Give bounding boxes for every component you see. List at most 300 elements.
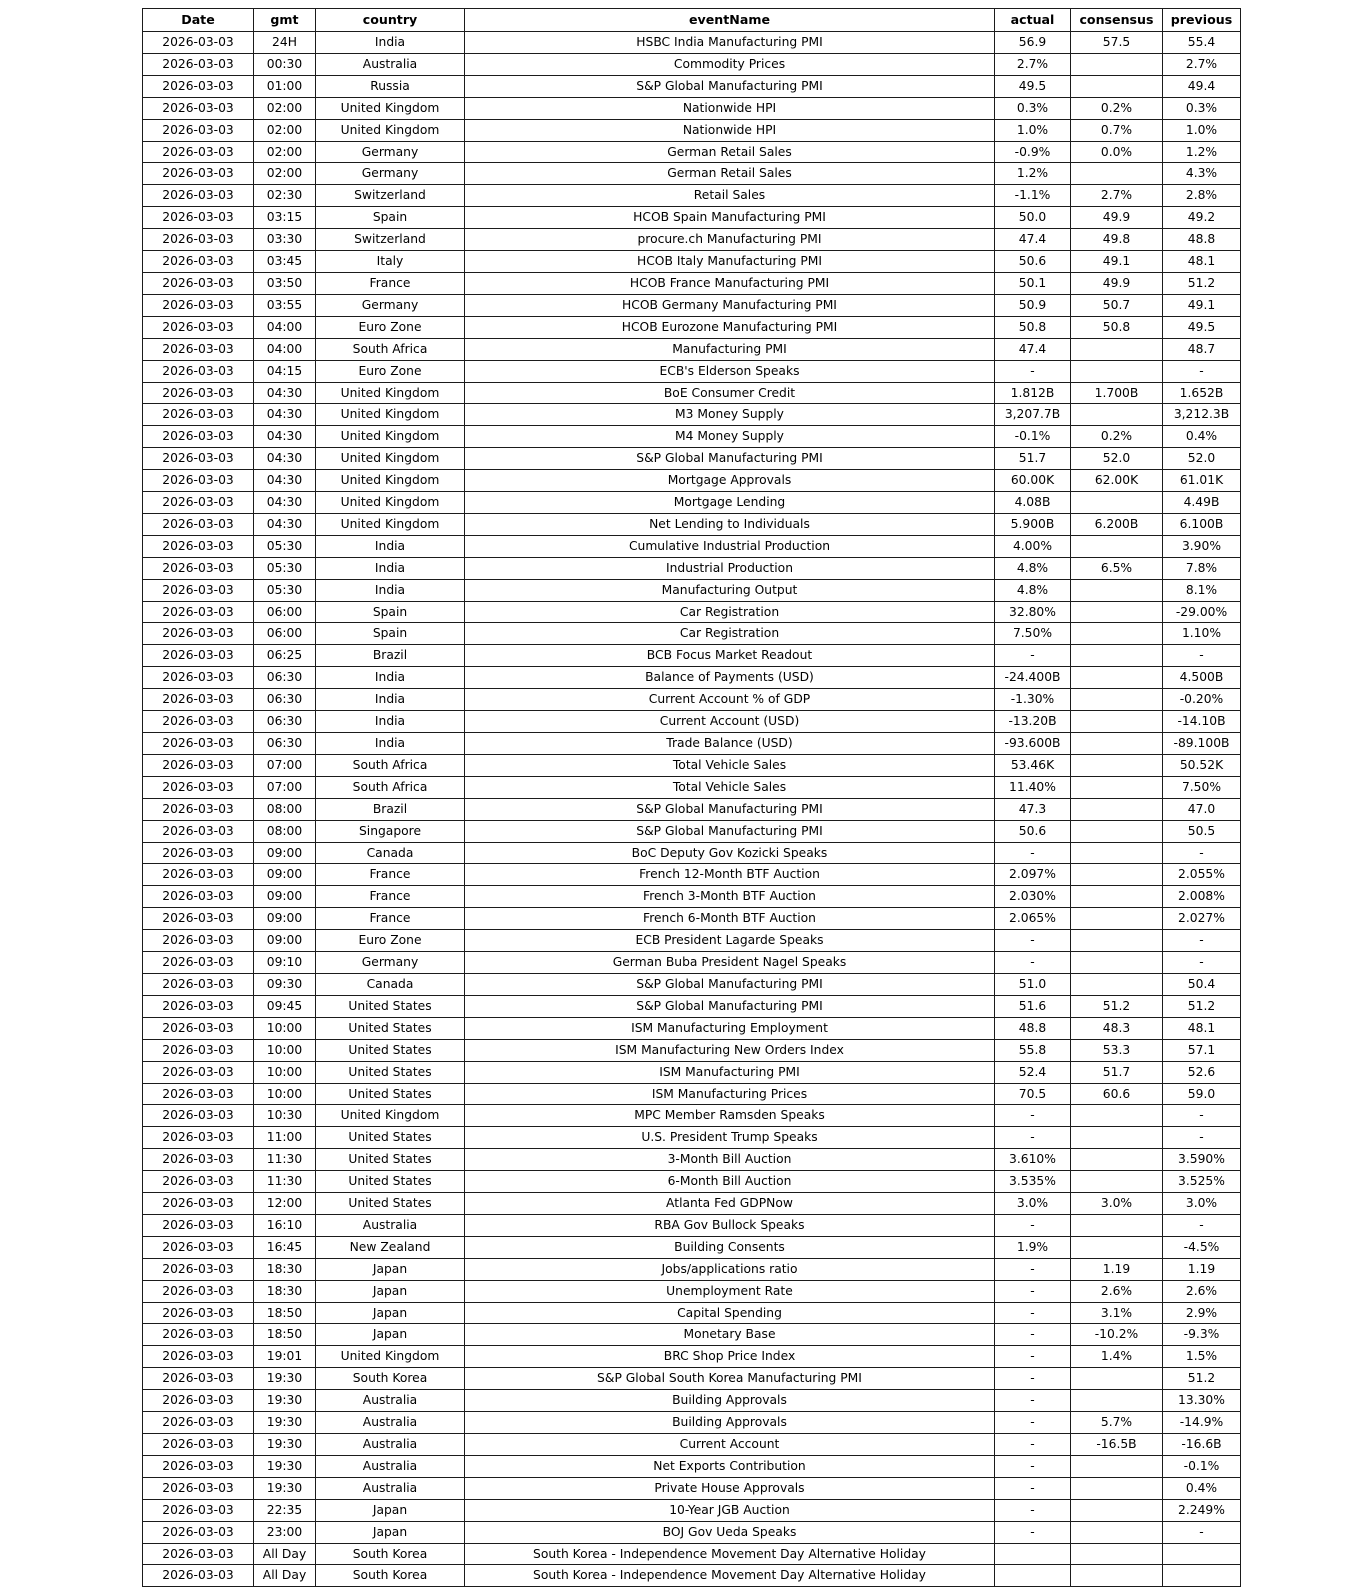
cell-gmt: 16:45 bbox=[254, 1236, 316, 1258]
table-row[interactable] bbox=[143, 1127, 1241, 1149]
cell-country: France bbox=[316, 272, 465, 294]
cell-eventname: HCOB Eurozone Manufacturing PMI bbox=[465, 316, 995, 338]
cell-country: Brazil bbox=[316, 798, 465, 820]
table-row[interactable] bbox=[143, 667, 1241, 689]
cell-date: 2026-03-03 bbox=[143, 185, 254, 207]
cell-eventname: Current Account % of GDP bbox=[465, 689, 995, 711]
cell-date: 2026-03-03 bbox=[143, 97, 254, 119]
cell-country: South Africa bbox=[316, 776, 465, 798]
cell-date: 2026-03-03 bbox=[143, 338, 254, 360]
table-row[interactable] bbox=[143, 382, 1241, 404]
cell-actual: - bbox=[995, 1346, 1071, 1368]
table-row[interactable] bbox=[143, 776, 1241, 798]
cell-gmt: 11:30 bbox=[254, 1171, 316, 1193]
column-header-eventname[interactable]: eventName bbox=[465, 9, 995, 32]
table-row[interactable] bbox=[143, 1543, 1241, 1565]
table-row[interactable] bbox=[143, 886, 1241, 908]
cell-date: 2026-03-03 bbox=[143, 557, 254, 579]
cell-date: 2026-03-03 bbox=[143, 973, 254, 995]
cell-gmt: 04:30 bbox=[254, 513, 316, 535]
cell-consensus bbox=[1071, 667, 1163, 689]
table-row[interactable] bbox=[143, 1499, 1241, 1521]
cell-gmt: 10:30 bbox=[254, 1105, 316, 1127]
cell-consensus: 57.5 bbox=[1071, 32, 1163, 54]
cell-eventname: Unemployment Rate bbox=[465, 1280, 995, 1302]
cell-consensus bbox=[1071, 1127, 1163, 1149]
cell-actual: 7.50% bbox=[995, 623, 1071, 645]
cell-date: 2026-03-03 bbox=[143, 1521, 254, 1543]
cell-previous: 57.1 bbox=[1163, 1039, 1241, 1061]
cell-date: 2026-03-03 bbox=[143, 1061, 254, 1083]
table-row[interactable] bbox=[143, 820, 1241, 842]
cell-date: 2026-03-03 bbox=[143, 1193, 254, 1215]
cell-gmt: 06:30 bbox=[254, 667, 316, 689]
table-row[interactable] bbox=[143, 995, 1241, 1017]
cell-gmt: 04:30 bbox=[254, 382, 316, 404]
cell-date: 2026-03-03 bbox=[143, 1214, 254, 1236]
table-row[interactable] bbox=[143, 119, 1241, 141]
cell-actual: 11.40% bbox=[995, 776, 1071, 798]
cell-country: Australia bbox=[316, 1434, 465, 1456]
cell-date: 2026-03-03 bbox=[143, 1280, 254, 1302]
cell-country: Australia bbox=[316, 1390, 465, 1412]
cell-eventname: Net Lending to Individuals bbox=[465, 513, 995, 535]
cell-gmt: 19:30 bbox=[254, 1455, 316, 1477]
table-row[interactable] bbox=[143, 798, 1241, 820]
cell-consensus bbox=[1071, 1499, 1163, 1521]
cell-actual: 52.4 bbox=[995, 1061, 1071, 1083]
table-row[interactable] bbox=[143, 1412, 1241, 1434]
cell-country: South Korea bbox=[316, 1543, 465, 1565]
cell-consensus: 51.2 bbox=[1071, 995, 1163, 1017]
cell-date: 2026-03-03 bbox=[143, 733, 254, 755]
cell-gmt: 04:15 bbox=[254, 360, 316, 382]
table-row[interactable] bbox=[143, 952, 1241, 974]
cell-gmt: 03:30 bbox=[254, 229, 316, 251]
cell-consensus bbox=[1071, 952, 1163, 974]
cell-consensus bbox=[1071, 1455, 1163, 1477]
cell-country: Switzerland bbox=[316, 229, 465, 251]
cell-consensus: -10.2% bbox=[1071, 1324, 1163, 1346]
cell-eventname: S&P Global Manufacturing PMI bbox=[465, 995, 995, 1017]
cell-date: 2026-03-03 bbox=[143, 930, 254, 952]
cell-consensus: 62.00K bbox=[1071, 470, 1163, 492]
cell-eventname: 10-Year JGB Auction bbox=[465, 1499, 995, 1521]
table-row[interactable] bbox=[143, 163, 1241, 185]
cell-actual: 47.4 bbox=[995, 338, 1071, 360]
cell-gmt: 03:55 bbox=[254, 294, 316, 316]
cell-date: 2026-03-03 bbox=[143, 448, 254, 470]
cell-previous: 3.525% bbox=[1163, 1171, 1241, 1193]
cell-gmt: 04:00 bbox=[254, 316, 316, 338]
table-row[interactable] bbox=[143, 1302, 1241, 1324]
column-header-previous[interactable]: previous bbox=[1163, 9, 1241, 32]
cell-eventname: S&P Global South Korea Manufacturing PMI bbox=[465, 1368, 995, 1390]
table-row[interactable] bbox=[143, 1521, 1241, 1543]
table-row[interactable] bbox=[143, 1061, 1241, 1083]
cell-consensus bbox=[1071, 1171, 1163, 1193]
cell-country: Spain bbox=[316, 207, 465, 229]
table-row[interactable] bbox=[143, 272, 1241, 294]
cell-consensus: 6.5% bbox=[1071, 557, 1163, 579]
cell-actual: 47.4 bbox=[995, 229, 1071, 251]
cell-actual: 50.0 bbox=[995, 207, 1071, 229]
cell-gmt: 09:45 bbox=[254, 995, 316, 1017]
cell-consensus bbox=[1071, 1236, 1163, 1258]
cell-eventname: Jobs/applications ratio bbox=[465, 1258, 995, 1280]
cell-date: 2026-03-03 bbox=[143, 207, 254, 229]
cell-date: 2026-03-03 bbox=[143, 886, 254, 908]
cell-actual: 60.00K bbox=[995, 470, 1071, 492]
table-row[interactable] bbox=[143, 207, 1241, 229]
cell-country: Germany bbox=[316, 141, 465, 163]
table-body bbox=[143, 32, 1241, 1587]
cell-consensus: 50.8 bbox=[1071, 316, 1163, 338]
table-row[interactable] bbox=[143, 579, 1241, 601]
cell-consensus: 2.6% bbox=[1071, 1280, 1163, 1302]
cell-consensus bbox=[1071, 864, 1163, 886]
cell-date: 2026-03-03 bbox=[143, 667, 254, 689]
cell-previous bbox=[1163, 1565, 1241, 1587]
table-row[interactable] bbox=[143, 1565, 1241, 1587]
table-row[interactable] bbox=[143, 973, 1241, 995]
economic-calendar-table bbox=[142, 8, 1241, 1587]
cell-previous: 3,212.3B bbox=[1163, 404, 1241, 426]
cell-country: Australia bbox=[316, 53, 465, 75]
cell-gmt: 04:30 bbox=[254, 492, 316, 514]
cell-previous: 48.1 bbox=[1163, 251, 1241, 273]
cell-country: Russia bbox=[316, 75, 465, 97]
table-row[interactable] bbox=[143, 733, 1241, 755]
cell-gmt: 09:10 bbox=[254, 952, 316, 974]
cell-actual: 3.535% bbox=[995, 1171, 1071, 1193]
cell-previous: 51.2 bbox=[1163, 272, 1241, 294]
cell-consensus: 52.0 bbox=[1071, 448, 1163, 470]
cell-country: United States bbox=[316, 995, 465, 1017]
cell-gmt: 09:00 bbox=[254, 886, 316, 908]
cell-country: Japan bbox=[316, 1324, 465, 1346]
cell-actual: 1.2% bbox=[995, 163, 1071, 185]
cell-actual: 50.9 bbox=[995, 294, 1071, 316]
cell-consensus bbox=[1071, 623, 1163, 645]
table-row[interactable] bbox=[143, 1083, 1241, 1105]
cell-consensus: 1.4% bbox=[1071, 1346, 1163, 1368]
cell-country: South Africa bbox=[316, 754, 465, 776]
cell-eventname: ISM Manufacturing PMI bbox=[465, 1061, 995, 1083]
table-row[interactable] bbox=[143, 1171, 1241, 1193]
table-row[interactable] bbox=[143, 360, 1241, 382]
cell-previous: 1.652B bbox=[1163, 382, 1241, 404]
table-row[interactable] bbox=[143, 601, 1241, 623]
cell-previous: - bbox=[1163, 842, 1241, 864]
cell-actual: 50.1 bbox=[995, 272, 1071, 294]
table-row[interactable] bbox=[143, 1236, 1241, 1258]
cell-date: 2026-03-03 bbox=[143, 426, 254, 448]
cell-consensus bbox=[1071, 1521, 1163, 1543]
cell-country: United Kingdom bbox=[316, 470, 465, 492]
table-row[interactable] bbox=[143, 426, 1241, 448]
cell-country: France bbox=[316, 886, 465, 908]
cell-consensus: 60.6 bbox=[1071, 1083, 1163, 1105]
cell-date: 2026-03-03 bbox=[143, 1258, 254, 1280]
cell-date: 2026-03-03 bbox=[143, 754, 254, 776]
cell-eventname: BRC Shop Price Index bbox=[465, 1346, 995, 1368]
cell-actual: - bbox=[995, 645, 1071, 667]
cell-previous: 48.8 bbox=[1163, 229, 1241, 251]
cell-date: 2026-03-03 bbox=[143, 1083, 254, 1105]
cell-actual: - bbox=[995, 360, 1071, 382]
table-row[interactable] bbox=[143, 470, 1241, 492]
table-row[interactable] bbox=[143, 1368, 1241, 1390]
cell-actual: - bbox=[995, 1434, 1071, 1456]
cell-date: 2026-03-03 bbox=[143, 995, 254, 1017]
cell-actual: 1.812B bbox=[995, 382, 1071, 404]
table-row[interactable] bbox=[143, 1258, 1241, 1280]
table-row[interactable] bbox=[143, 448, 1241, 470]
cell-date: 2026-03-03 bbox=[143, 316, 254, 338]
cell-consensus bbox=[1071, 886, 1163, 908]
cell-gmt: 05:30 bbox=[254, 535, 316, 557]
cell-date: 2026-03-03 bbox=[143, 1390, 254, 1412]
table-row[interactable] bbox=[143, 623, 1241, 645]
cell-previous: -14.9% bbox=[1163, 1412, 1241, 1434]
cell-previous: 2.9% bbox=[1163, 1302, 1241, 1324]
cell-actual: - bbox=[995, 930, 1071, 952]
cell-consensus bbox=[1071, 973, 1163, 995]
table-row[interactable] bbox=[143, 32, 1241, 54]
table-row[interactable] bbox=[143, 404, 1241, 426]
column-header-country[interactable]: country bbox=[316, 9, 465, 32]
table-row[interactable] bbox=[143, 294, 1241, 316]
table-row[interactable] bbox=[143, 492, 1241, 514]
cell-date: 2026-03-03 bbox=[143, 1434, 254, 1456]
table-row[interactable] bbox=[143, 930, 1241, 952]
cell-gmt: 03:15 bbox=[254, 207, 316, 229]
table-row[interactable] bbox=[143, 1039, 1241, 1061]
table-row[interactable] bbox=[143, 185, 1241, 207]
cell-consensus bbox=[1071, 1477, 1163, 1499]
cell-gmt: 07:00 bbox=[254, 776, 316, 798]
cell-date: 2026-03-03 bbox=[143, 53, 254, 75]
table-row[interactable] bbox=[143, 1193, 1241, 1215]
cell-eventname: Car Registration bbox=[465, 601, 995, 623]
cell-country: United States bbox=[316, 1061, 465, 1083]
table-row[interactable] bbox=[143, 316, 1241, 338]
cell-eventname: M3 Money Supply bbox=[465, 404, 995, 426]
cell-country: India bbox=[316, 32, 465, 54]
cell-date: 2026-03-03 bbox=[143, 1171, 254, 1193]
table-row[interactable] bbox=[143, 1214, 1241, 1236]
table-row[interactable] bbox=[143, 864, 1241, 886]
table-row[interactable] bbox=[143, 1017, 1241, 1039]
cell-eventname: Balance of Payments (USD) bbox=[465, 667, 995, 689]
table-row[interactable] bbox=[143, 842, 1241, 864]
cell-actual: 50.6 bbox=[995, 251, 1071, 273]
cell-country: South Korea bbox=[316, 1565, 465, 1587]
cell-previous: 52.6 bbox=[1163, 1061, 1241, 1083]
cell-date: 2026-03-03 bbox=[143, 272, 254, 294]
cell-consensus bbox=[1071, 776, 1163, 798]
cell-previous: 3.90% bbox=[1163, 535, 1241, 557]
cell-date: 2026-03-03 bbox=[143, 1346, 254, 1368]
table-row[interactable] bbox=[143, 141, 1241, 163]
cell-date: 2026-03-03 bbox=[143, 623, 254, 645]
cell-gmt: 18:50 bbox=[254, 1302, 316, 1324]
cell-date: 2026-03-03 bbox=[143, 711, 254, 733]
table-row[interactable] bbox=[143, 1280, 1241, 1302]
cell-consensus: 49.9 bbox=[1071, 207, 1163, 229]
cell-date: 2026-03-03 bbox=[143, 645, 254, 667]
table-row[interactable] bbox=[143, 1477, 1241, 1499]
table-row[interactable] bbox=[143, 908, 1241, 930]
cell-country: Japan bbox=[316, 1499, 465, 1521]
cell-eventname: South Korea - Independence Movement Day Alternative Holiday bbox=[465, 1565, 995, 1587]
table-row[interactable] bbox=[143, 75, 1241, 97]
cell-gmt: 19:01 bbox=[254, 1346, 316, 1368]
cell-actual: -1.30% bbox=[995, 689, 1071, 711]
cell-gmt: 11:00 bbox=[254, 1127, 316, 1149]
cell-consensus: 0.0% bbox=[1071, 141, 1163, 163]
cell-eventname: ISM Manufacturing Employment bbox=[465, 1017, 995, 1039]
cell-gmt: 23:00 bbox=[254, 1521, 316, 1543]
cell-eventname: HCOB Germany Manufacturing PMI bbox=[465, 294, 995, 316]
column-header-gmt[interactable]: gmt bbox=[254, 9, 316, 32]
cell-country: United Kingdom bbox=[316, 1105, 465, 1127]
cell-gmt: 07:00 bbox=[254, 754, 316, 776]
cell-consensus bbox=[1071, 908, 1163, 930]
cell-previous: - bbox=[1163, 930, 1241, 952]
cell-eventname: ISM Manufacturing Prices bbox=[465, 1083, 995, 1105]
cell-gmt: 10:00 bbox=[254, 1017, 316, 1039]
table-row[interactable] bbox=[143, 754, 1241, 776]
column-header-date[interactable]: Date bbox=[143, 9, 254, 32]
cell-consensus: 3.1% bbox=[1071, 1302, 1163, 1324]
cell-eventname: BCB Focus Market Readout bbox=[465, 645, 995, 667]
cell-country: United States bbox=[316, 1149, 465, 1171]
cell-date: 2026-03-03 bbox=[143, 864, 254, 886]
cell-gmt: 19:30 bbox=[254, 1412, 316, 1434]
cell-previous: 7.8% bbox=[1163, 557, 1241, 579]
cell-consensus: 48.3 bbox=[1071, 1017, 1163, 1039]
cell-previous: -89.100B bbox=[1163, 733, 1241, 755]
cell-gmt: 16:10 bbox=[254, 1214, 316, 1236]
cell-date: 2026-03-03 bbox=[143, 798, 254, 820]
cell-consensus bbox=[1071, 1543, 1163, 1565]
cell-previous: - bbox=[1163, 1521, 1241, 1543]
cell-eventname: Trade Balance (USD) bbox=[465, 733, 995, 755]
cell-actual: 47.3 bbox=[995, 798, 1071, 820]
cell-date: 2026-03-03 bbox=[143, 141, 254, 163]
table-row[interactable] bbox=[143, 97, 1241, 119]
table-row[interactable] bbox=[143, 513, 1241, 535]
cell-previous: 50.4 bbox=[1163, 973, 1241, 995]
table-row[interactable] bbox=[143, 1455, 1241, 1477]
cell-consensus bbox=[1071, 1565, 1163, 1587]
table-row[interactable] bbox=[143, 557, 1241, 579]
cell-actual bbox=[995, 1565, 1071, 1587]
cell-previous: 1.19 bbox=[1163, 1258, 1241, 1280]
cell-eventname: Building Approvals bbox=[465, 1390, 995, 1412]
table-row[interactable] bbox=[143, 689, 1241, 711]
cell-country: Singapore bbox=[316, 820, 465, 842]
cell-date: 2026-03-03 bbox=[143, 404, 254, 426]
cell-previous: 52.0 bbox=[1163, 448, 1241, 470]
cell-country: Japan bbox=[316, 1258, 465, 1280]
table-row[interactable] bbox=[143, 645, 1241, 667]
cell-country: New Zealand bbox=[316, 1236, 465, 1258]
table-row[interactable] bbox=[143, 229, 1241, 251]
cell-actual: 4.08B bbox=[995, 492, 1071, 514]
cell-date: 2026-03-03 bbox=[143, 842, 254, 864]
cell-consensus bbox=[1071, 798, 1163, 820]
cell-previous: -0.20% bbox=[1163, 689, 1241, 711]
cell-eventname: S&P Global Manufacturing PMI bbox=[465, 448, 995, 470]
cell-eventname: Nationwide HPI bbox=[465, 97, 995, 119]
cell-date: 2026-03-03 bbox=[143, 513, 254, 535]
cell-consensus: 6.200B bbox=[1071, 513, 1163, 535]
cell-actual: - bbox=[995, 952, 1071, 974]
cell-actual: 2.097% bbox=[995, 864, 1071, 886]
cell-previous: 55.4 bbox=[1163, 32, 1241, 54]
cell-country: South Korea bbox=[316, 1368, 465, 1390]
cell-consensus bbox=[1071, 1368, 1163, 1390]
table-row[interactable] bbox=[143, 1149, 1241, 1171]
cell-previous: 2.249% bbox=[1163, 1499, 1241, 1521]
table-row[interactable] bbox=[143, 535, 1241, 557]
cell-country: United Kingdom bbox=[316, 404, 465, 426]
table-row[interactable] bbox=[143, 251, 1241, 273]
table-row[interactable] bbox=[143, 1324, 1241, 1346]
table-row[interactable] bbox=[143, 53, 1241, 75]
cell-eventname: Private House Approvals bbox=[465, 1477, 995, 1499]
table-row[interactable] bbox=[143, 1434, 1241, 1456]
cell-gmt: 04:30 bbox=[254, 470, 316, 492]
cell-date: 2026-03-03 bbox=[143, 1455, 254, 1477]
table-row[interactable] bbox=[143, 1346, 1241, 1368]
cell-previous: 0.4% bbox=[1163, 426, 1241, 448]
column-header-consensus[interactable]: consensus bbox=[1071, 9, 1163, 32]
cell-actual: 3,207.7B bbox=[995, 404, 1071, 426]
table-row[interactable] bbox=[143, 1390, 1241, 1412]
cell-country: India bbox=[316, 667, 465, 689]
cell-consensus bbox=[1071, 75, 1163, 97]
cell-country: South Africa bbox=[316, 338, 465, 360]
cell-previous: 2.027% bbox=[1163, 908, 1241, 930]
table-row[interactable] bbox=[143, 711, 1241, 733]
cell-gmt: 05:30 bbox=[254, 579, 316, 601]
cell-previous bbox=[1163, 1543, 1241, 1565]
cell-actual: 2.7% bbox=[995, 53, 1071, 75]
cell-gmt: 02:00 bbox=[254, 97, 316, 119]
cell-eventname: Cumulative Industrial Production bbox=[465, 535, 995, 557]
cell-country: United Kingdom bbox=[316, 382, 465, 404]
cell-actual: - bbox=[995, 1280, 1071, 1302]
cell-date: 2026-03-03 bbox=[143, 776, 254, 798]
cell-previous: 2.6% bbox=[1163, 1280, 1241, 1302]
cell-date: 2026-03-03 bbox=[143, 952, 254, 974]
cell-country: Switzerland bbox=[316, 185, 465, 207]
table-row[interactable] bbox=[143, 338, 1241, 360]
table-row[interactable] bbox=[143, 1105, 1241, 1127]
cell-consensus bbox=[1071, 930, 1163, 952]
cell-gmt: 19:30 bbox=[254, 1368, 316, 1390]
cell-eventname: Retail Sales bbox=[465, 185, 995, 207]
column-header-actual[interactable]: actual bbox=[995, 9, 1071, 32]
cell-actual: -93.600B bbox=[995, 733, 1071, 755]
cell-date: 2026-03-03 bbox=[143, 251, 254, 273]
cell-previous: -4.5% bbox=[1163, 1236, 1241, 1258]
cell-consensus bbox=[1071, 645, 1163, 667]
